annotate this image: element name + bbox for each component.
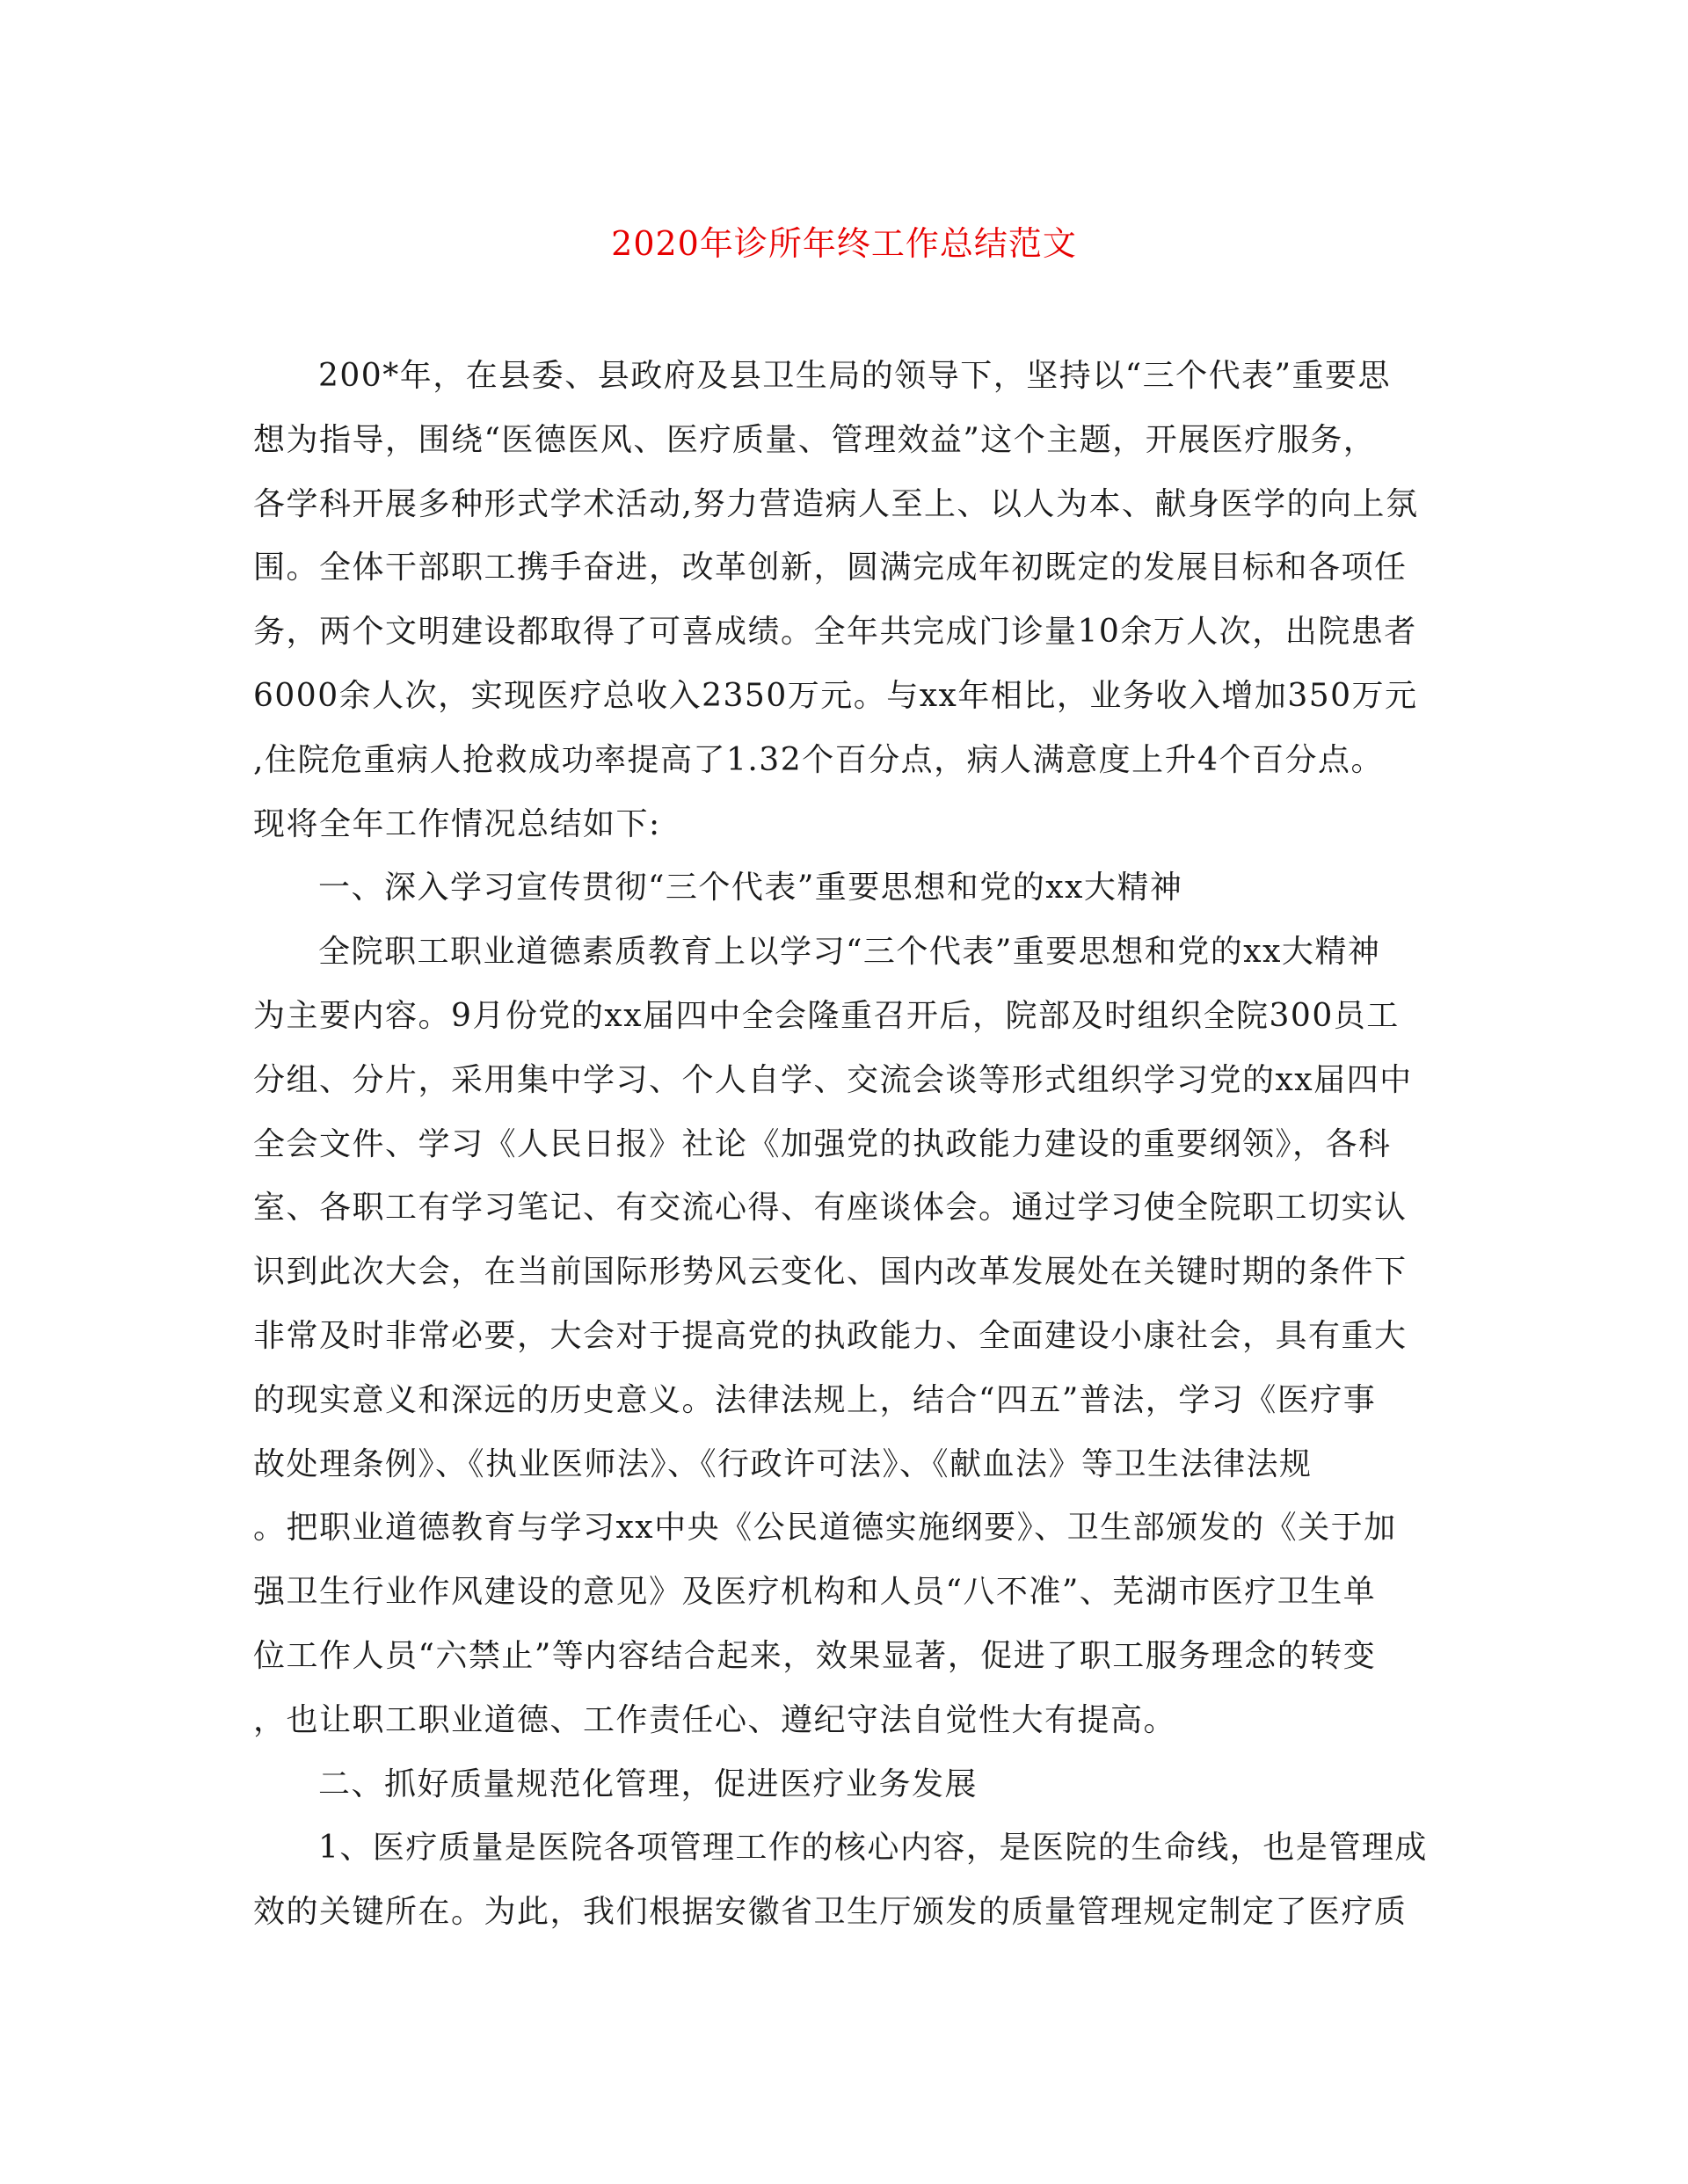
- body-line: 想为指导，围绕“医德医风、医疗质量、管理效益”这个主题，开展医疗服务，: [253, 421, 1377, 458]
- body-line: 二、抓好质量规范化管理，促进医疗业务发展: [318, 1765, 979, 1802]
- body-line: 非常及时非常必要，大会对于提高党的执政能力、全面建设小康社会，具有重大: [253, 1317, 1408, 1354]
- body-line: 全院职工职业道德素质教育上以学习“三个代表”重要思想和党的xx大精神: [318, 934, 1381, 971]
- body-line: 全会文件、学习《人民日报》社论《加强党的执政能力建设的重要纲领》，各科: [253, 1125, 1392, 1162]
- body-line: 1、医疗质量是医院各项管理工作的核心内容，是医院的生命线，也是管理成: [318, 1830, 1428, 1867]
- body-line: 各学科开展多种形式学术活动,努力营造病人至上、以人为本、献身医学的向上氛: [253, 485, 1419, 522]
- body-line: 。把职业道德教育与学习xx中央《公民道德实施纲要》、卫生部颁发的《关于加: [253, 1510, 1397, 1547]
- body-line: 围。全体干部职工携手奋进，改革创新，圆满完成年初既定的发展目标和各项任: [253, 550, 1408, 586]
- body-line: 故处理条例》、《执业医师法》、《行政许可法》、《献血法》等卫生法律法规: [253, 1445, 1313, 1482]
- body-line: 识到此次大会，在当前国际形势风云变化、国内改革发展处在关键时期的条件下: [253, 1254, 1408, 1291]
- body-line: 强卫生行业作风建设的意见》及医疗机构和人员“八不准”、芜湖市医疗卫生单: [253, 1574, 1377, 1611]
- body-line: ,住院危重病人抢救成功率提高了1.32个百分点，病人满意度上升4个百分点。: [253, 741, 1385, 778]
- body-line: 位工作人员“六禁止”等内容结合起来，效果显著，促进了职工服务理念的转变: [253, 1637, 1377, 1674]
- body-line: ，也让职工职业道德、工作责任心、遵纪守法自觉性大有提高。: [253, 1701, 1177, 1738]
- body-line: 200*年，在县委、县政府及县卫生局的领导下，坚持以“三个代表”重要思: [318, 358, 1392, 394]
- body-line: 为主要内容。9月份党的xx届四中全会隆重召开后，院部及时组织全院300员工: [253, 997, 1400, 1034]
- body-line: 的现实意义和深远的历史意义。法律法规上，结合“四五”普法，学习《医疗事: [253, 1381, 1377, 1418]
- document-title: 2020年诊所年终工作总结范文: [611, 224, 1077, 263]
- body-line: 分组、分片，采用集中学习、个人自学、交流会谈等形式组织学习党的xx届四中: [253, 1061, 1413, 1098]
- body-line: 务，两个文明建设都取得了可喜成绩。全年共完成门诊量10余万人次，出院患者: [253, 614, 1417, 651]
- document-body: [253, 345, 1428, 1945]
- body-line: 6000余人次，实现医疗总收入2350万元。与xx年相比，业务收入增加350万元: [253, 677, 1418, 714]
- body-line: 一、深入学习宣传贯彻“三个代表”重要思想和党的xx大精神: [318, 870, 1183, 906]
- body-line: 效的关键所在。为此，我们根据安徽省卫生厅颁发的质量管理规定制定了医疗质: [253, 1894, 1408, 1931]
- body-line: 现将全年工作情况总结如下:: [253, 805, 661, 842]
- body-line: 室、各职工有学习笔记、有交流心得、有座谈体会。通过学习使全院职工切实认: [253, 1190, 1408, 1227]
